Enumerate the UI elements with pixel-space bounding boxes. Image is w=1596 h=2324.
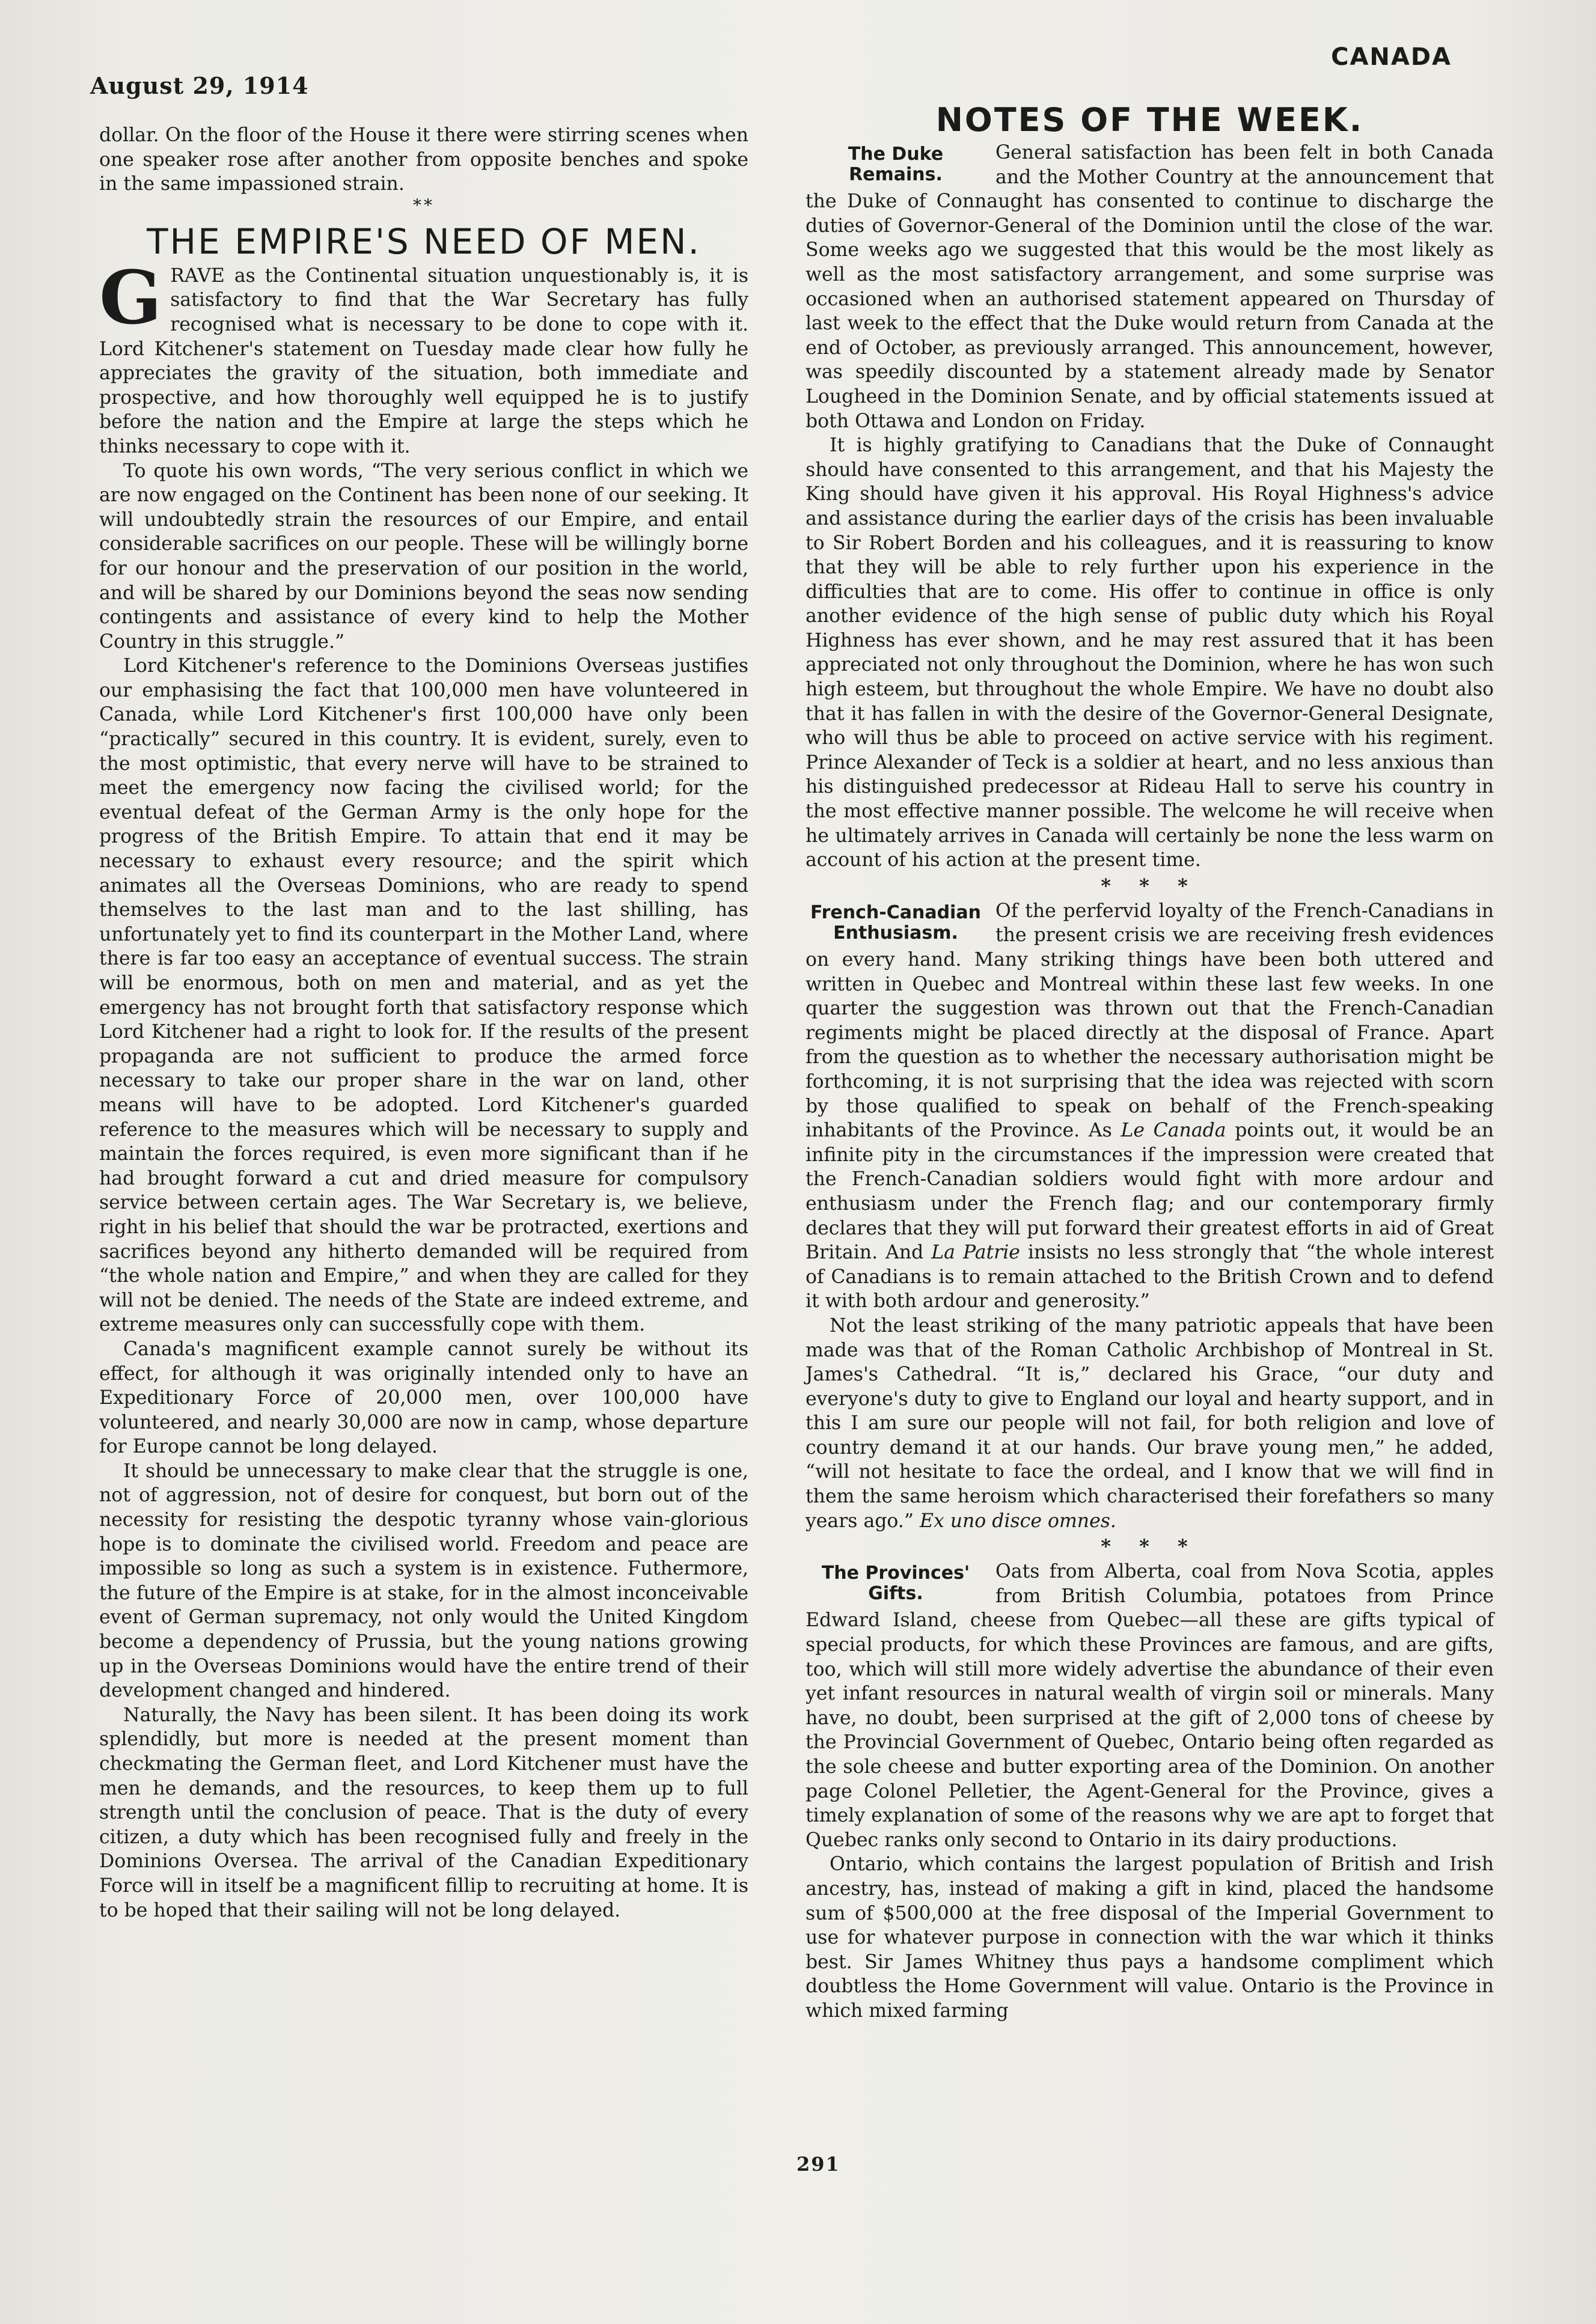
paragraph-text: points out, it would be an infinite pity in the circumstances if the impression were created that the French-Canadian soldiers would fight with more ardour and enthusiasm under the French flag; and our contemporary firmly declares that they will put forward their greatest efforts in aid of Great Britain. And [806, 1120, 1494, 1264]
issue-date: August 29, 1914 [90, 72, 309, 99]
article-title: THE EMPIRE'S NEED OF MEN. [147, 221, 701, 262]
section-break: ** [413, 195, 435, 215]
publication-name: CANADA [1331, 43, 1452, 71]
newspaper-name: Le Canada [1121, 1120, 1226, 1142]
side-heading-line: The Duke [848, 144, 944, 165]
side-heading-french-canadian [806, 903, 986, 944]
article-paragraph: Lord Kitchener's reference to the Dominions Overseas justifies our emphasising the fact that 100,000 men have volunteered in Canada, while Lord Kitchener's first 100,000 have only been “practically” secured in this country. It is evident, surely, even to the most optimistic, that every nerve will have to be strained to meet the emergency now facing the civilised world; for the eventual defeat of the German Army is the only hope for the progress of the British Empire. To attain that end it may be necessary to exhaust every resource; and the spirit which animates all the Overseas Dominions, who are ready to spend themselves to the last man and to the last shilling, has unfortunately yet to find its counterpart in the Mother Land, where there is far too easy an acceptance of eventual success. The strain will be enormous, both on men and material, and as yet the emergency has not brought forth that satisfactory response which Lord Kitchener had a right to look for. If the results of the present propaganda are not sufficient to produce the armed force necessary to take our proper share in the war on land, other means will have to be adopted. Lord Kitchener's guarded reference to the measures which will be necessary to supply and maintain the forces required, is even more significant than if he had brought forward a cut and dried measure for compulsory service between certain ages. The War Secretary is, we believe, right in his belief that should the war be protracted, exertions and sacrifices beyond any hitherto demanded will be required from “the whole nation and Empire,” and when they are called for they will not be denied. The needs of the State are indeed extreme, and extreme measures only can successfully cope with them. [99, 655, 748, 1336]
left-column [99, 123, 748, 1923]
article-paragraph [99, 254, 748, 459]
latin-motto: Ex uno disce omnes. [919, 1510, 1116, 1532]
article-paragraph: Naturally, the Navy has been silent. It has been doing its work splendidly, but more is needed at the present moment than checkmating the German fleet, and Lord Kitchener must have the men he demands, and the resources, to keep them up to full strength until the conclusion of peace. That is the duty of every citizen, a duty which has been recognised fully and freely in the Dominions Oversea. The arrival of the Canadian Expeditionary Force will in itself be a magnificent fillip to recruiting at home. It is to be hoped that their sailing will not be long delayed. [99, 1704, 748, 1921]
side-heading-line: Enthusiasm. [833, 922, 958, 944]
article-paragraph: To quote his own words, “The very serious conflict in which we are now engaged on the Continent has been none of our seeking. It will undoubtedly strain the resources of our Empire, and entail considerable sacrifices on our people. These will be willingly borne for our honour and the preservation of our position in the world, and will be shared by our Dominions beyond the seas now sending contingents and assistance of every kind to help the Mother Country in this struggle.” [99, 460, 748, 653]
side-heading-line: Remains. [849, 164, 943, 185]
paragraph-text: insists no less strongly that “the whole interest of Canadians is to remain attached to the British Crown and to defend it with both ardour and generosity.” [806, 1242, 1494, 1313]
note-paragraph [806, 899, 1494, 1314]
note-paragraph: It is highly gratifying to Canadians that the Duke of Connaught should have consented to this arrangement, and that his Majesty the King should have given it his approval. His Royal Highness's advice and assistance during the earlier days of the crisis has been invaluable to Sir Robert Borden and his colleagues, and it is reassuring to know that they will be able to rely further upon his experience in the difficulties that are to come. His offer to continue in office is only another evidence of the high sense of public duty which his Royal Highness has ever shown, and he may rest assured that it has been appreciated not only throughout the Dominion, where he has won such high esteem, but throughout the whole Empire. We have no doubt also that it has fallen in with the desire of the Governor-General Designate, who will thus be able to proceed on active service with his regiment. Prince Alexander of Teck is a soldier at heart, and no less anxious than his distinguished predecessor at Rideau Hall to serve his country in the most effective manner possible. The welcome he will receive when he ultimately arrives in Canada will certainly be none the less warm on account of his action at the present time. [806, 435, 1494, 871]
note-paragraph: Oats from Alberta, coal from Nova Scotia, apples from British Columbia, potatoes from Prince Edward Island, cheese from Quebec—all these are gifts typical of special products, for which these Provinces are famous, and are gifts, too, which will still more widely advertise the abundance of their even yet infant resources in natural wealth of virgin soil or minerals. Many have, no doubt, been surprised at the gift of 2,000 tons of cheese by the Provincial Government of Quebec, Ontario being often regarded as the sole cheese and butter exporting area of the Dominion. On another page Colonel Pelletier, the Agent-General for the Province, gives a timely explanation of some of the reasons why we are apt to forget that Quebec ranks only second to Ontario in its dairy productions. [806, 1561, 1494, 1851]
article-paragraph: Canada's magnificent example cannot surely be without its effect, for although it was originally intended only to have an Expeditionary Force of 20,000 men, over 100,000 have volunteered, and nearly 30,000 are now in camp, whose departure for Europe cannot be long delayed. [99, 1338, 748, 1458]
note-paragraph [806, 1314, 1494, 1533]
paragraph-text: Of the perfervid loyalty of the French-Canadians in the present crisis we are receiving fresh evidences on every hand. Many striking things have been both uttered and written in Quebec and Montreal within these last few weeks. In one quarter the suggestion was thrown out that the French-Canadian regiments might be placed directly at the disposal of France. Apart from the question as to whether the necessary authorisation might be forthcoming, it is not surprising that the idea was rejected with scorn by those qualified to speak on behalf of the French-speaking inhabitants of the Province. As [806, 900, 1494, 1142]
side-heading-provinces [806, 1563, 986, 1604]
page-number: 291 [796, 2153, 840, 2176]
note-paragraph: Ontario, which contains the largest population of British and Irish ancestry, has, instead of making a gift in kind, placed the handsome sum of $500,000 at the free disposal of the Imperial Government to use for whatever purpose in connection with the war which it thinks best. Sir James Whitney thus pays a handsome compliment which doubtless the Home Government will value. Ontario is the Province in which mixed farming [806, 1853, 1494, 2022]
side-heading-line: Gifts. [868, 1583, 923, 1605]
paragraph-text: RAVE as the Continental situation unquestionably is, it is satisfactory to find that the War Secretary has fully recognised what is necessary to be done to cope with it. Lord Kitchener's statement on Tuesday made clear how fully he appreciates the gravity of the situation, both immediate and prospective, and how thoroughly well equipped he is to justify before the nation and the Empire at large the steps which he thinks necessary to cope with it. [99, 264, 748, 457]
note-paragraph: General satisfaction has been felt in both Canada and the Mother Country at the announcement that the Duke of Connaught has consented to continue to discharge the duties of Governor-General of the Dominion until the close of the war. Some weeks ago we suggested that this would be the most likely as well as the most satisfactory arrangement, and some surprise was occasioned when an authorised statement appeared on Thursday of last week to the effect that the Duke would return from Canada at the end of October, as previously arranged. This announcement, however, was speedily discounted by a statement already made by Senator Lougheed in the Dominion Senate, and by official statements issued at both Ottawa and London on Friday. [806, 142, 1494, 432]
side-heading-line: The Provinces' [821, 1563, 970, 1584]
section-stars: * * * [1101, 1535, 1199, 1558]
right-column [806, 101, 1494, 2024]
carryover-paragraph: dollar. On the floor of the House it there were stirring scenes when one speaker rose after another from opposite benches and spoke in the same impassioned strain. [99, 124, 748, 195]
section-stars: * * * [1101, 874, 1199, 897]
side-heading-duke [806, 144, 986, 185]
drop-cap: G [99, 254, 162, 341]
side-heading-line: French-Canadian [810, 901, 981, 923]
notes-title: NOTES OF THE WEEK. [935, 101, 1364, 139]
newspaper-name: La Patrie [931, 1242, 1020, 1264]
paragraph-text: Not the least striking of the many patriotic appeals that have been made was that of the Roman Catholic Archbishop of Montreal in St. James's Cathedral. “It is,” declared his Grace, “our duty and everyone's duty to give to England our loyal and hearty support, and in this I am sure our people will not fail, for both religion and love of country demand it at our hands. Our brave young men,” he added, “will not hesitate to face the ordeal, and I know that we will find in them the same heroism which characterised their forefathers so many years ago.” [806, 1314, 1494, 1532]
article-paragraph: It should be unnecessary to make clear that the struggle is one, not of aggression, not of desire for conquest, but born out of the necessity for resisting the despotic tyranny whose vain-glorious hope is to dominate the civilised world. Freedom and peace are impossible so long as such a system is in existence. Futhermore, the future of the Empire is at stake, for in the almost inconceivable event of German supremacy, not only would the United Kingdom become a dependency of Prussia, but the young nations growing up in the Overseas Dominions would have the entire trend of their development changed and hindered. [99, 1460, 748, 1702]
